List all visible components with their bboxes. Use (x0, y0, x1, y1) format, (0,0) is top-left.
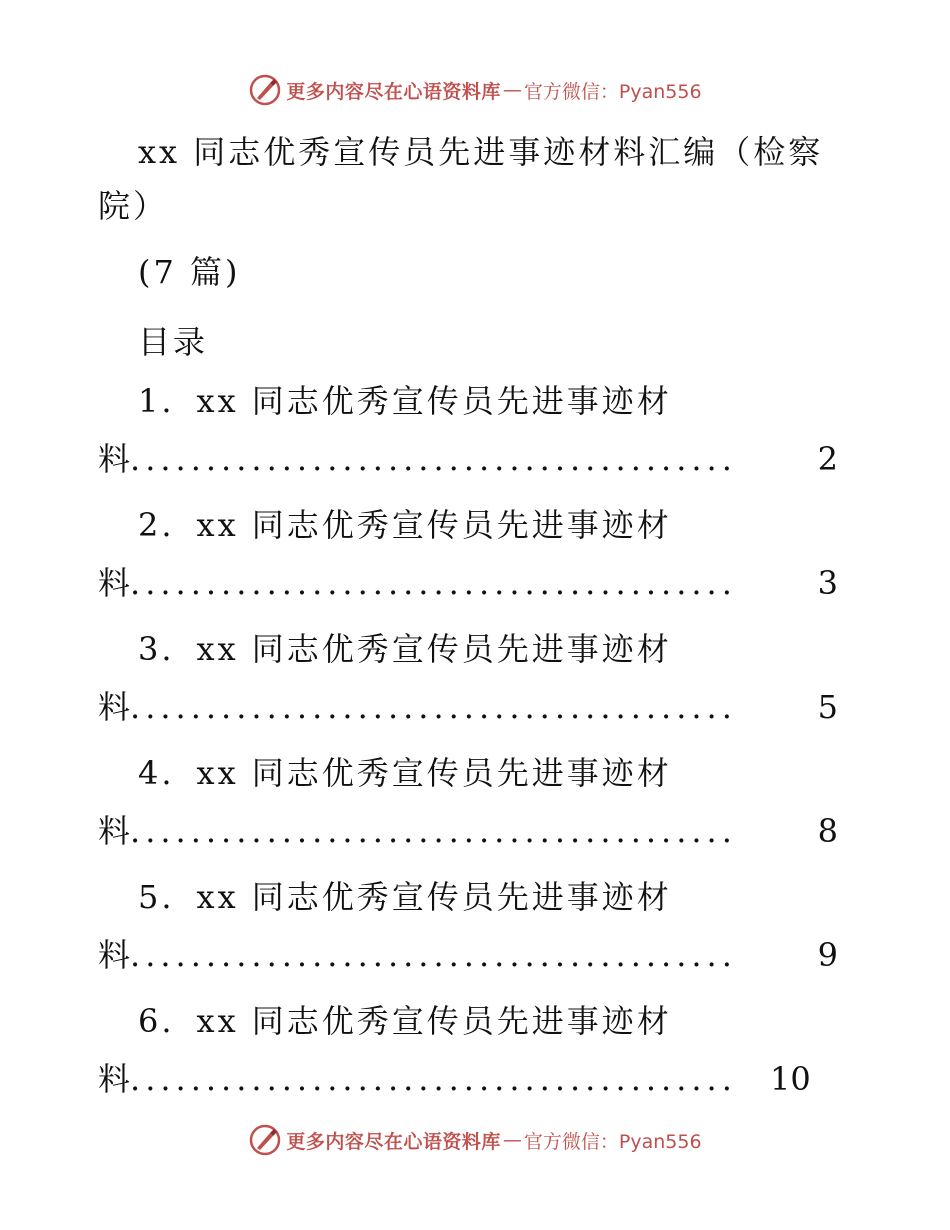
toc-entry-title (98, 747, 838, 799)
toc-entry-tail: 料 (98, 564, 131, 602)
document-title-line-2: 院） (98, 187, 169, 225)
toc-entry-leader-line (98, 1047, 838, 1111)
watermark-wechat: 官方微信：Pyan556 (523, 80, 702, 103)
toc-entry-tail: 料 (98, 936, 131, 974)
pen-logo-icon (248, 1123, 282, 1157)
toc-leader-dots: ........................................ (130, 440, 737, 478)
toc-entry-tail: 料 (98, 812, 131, 850)
watermark-separator: — (502, 1129, 522, 1151)
toc-page-number: 2 (817, 440, 838, 478)
toc-entry[interactable] (98, 499, 838, 615)
toc-entry[interactable] (98, 995, 838, 1111)
toc-entry-tail: 料 (98, 688, 131, 726)
toc-entry-title (98, 375, 838, 427)
toc-entry-title-text: xx 同志优秀宣传员先进事迹材 (196, 382, 672, 420)
toc-entry-tail: 料 (98, 440, 131, 478)
toc-entry-leader-line (98, 675, 838, 739)
document-title-line-1: xx 同志优秀宣传员先进事迹材料汇编（检察 (138, 133, 824, 171)
toc-entry[interactable] (98, 871, 838, 987)
toc-entry-leader-line (98, 799, 838, 863)
watermark-separator: — (502, 79, 522, 101)
toc-page-number: 5 (817, 688, 838, 726)
toc-leader-dots: ........................................ (130, 936, 737, 974)
watermark-banner-bottom (0, 1120, 950, 1160)
toc-entry-tail: 料 (98, 1060, 131, 1098)
table-of-contents (98, 375, 838, 1111)
toc-entry-title (98, 499, 838, 551)
toc-heading: 目录 (138, 323, 209, 361)
toc-entry-title (98, 995, 838, 1047)
toc-entry-number: 1. (138, 382, 175, 420)
document-body (98, 125, 838, 1111)
toc-entry-title-text: xx 同志优秀宣传员先进事迹材 (196, 878, 672, 916)
toc-page-number: 3 (817, 564, 838, 602)
toc-entry-number: 4. (138, 754, 175, 792)
pen-logo-icon (248, 73, 282, 107)
article-count: (7 篇) (138, 253, 241, 291)
toc-entry-title-text: xx 同志优秀宣传员先进事迹材 (196, 506, 672, 544)
toc-leader-dots: ........................................ (130, 688, 737, 726)
toc-leader-dots: ........................................ (130, 564, 737, 602)
toc-page-number: 9 (817, 936, 838, 974)
toc-entry-number: 2. (138, 506, 175, 544)
watermark-wechat: 官方微信：Pyan556 (523, 1130, 702, 1153)
toc-entry-title-text: xx 同志优秀宣传员先进事迹材 (196, 630, 672, 668)
toc-entry[interactable] (98, 375, 838, 491)
toc-entry-leader-line (98, 923, 838, 987)
toc-entry-title-text: xx 同志优秀宣传员先进事迹材 (196, 1002, 672, 1040)
watermark-brand: 更多内容尽在心语资料库 (286, 80, 501, 103)
watermark-brand: 更多内容尽在心语资料库 (286, 1130, 501, 1153)
toc-page-number: 10 (770, 1060, 811, 1098)
toc-page-number: 8 (817, 812, 838, 850)
watermark-banner-top (0, 70, 950, 110)
toc-entry-title-text: xx 同志优秀宣传员先进事迹材 (196, 754, 672, 792)
toc-entry-number: 5. (138, 878, 175, 916)
toc-entry-number: 6. (138, 1002, 175, 1040)
toc-entry-title (98, 623, 838, 675)
toc-leader-dots: ........................................ (130, 812, 737, 850)
toc-entry-leader-line (98, 551, 838, 615)
toc-entry-leader-line (98, 427, 838, 491)
toc-entry[interactable] (98, 747, 838, 863)
toc-entry[interactable] (98, 623, 838, 739)
toc-leader-dots: ........................................ (130, 1060, 737, 1098)
toc-entry-number: 3. (138, 630, 175, 668)
toc-entry-title (98, 871, 838, 923)
